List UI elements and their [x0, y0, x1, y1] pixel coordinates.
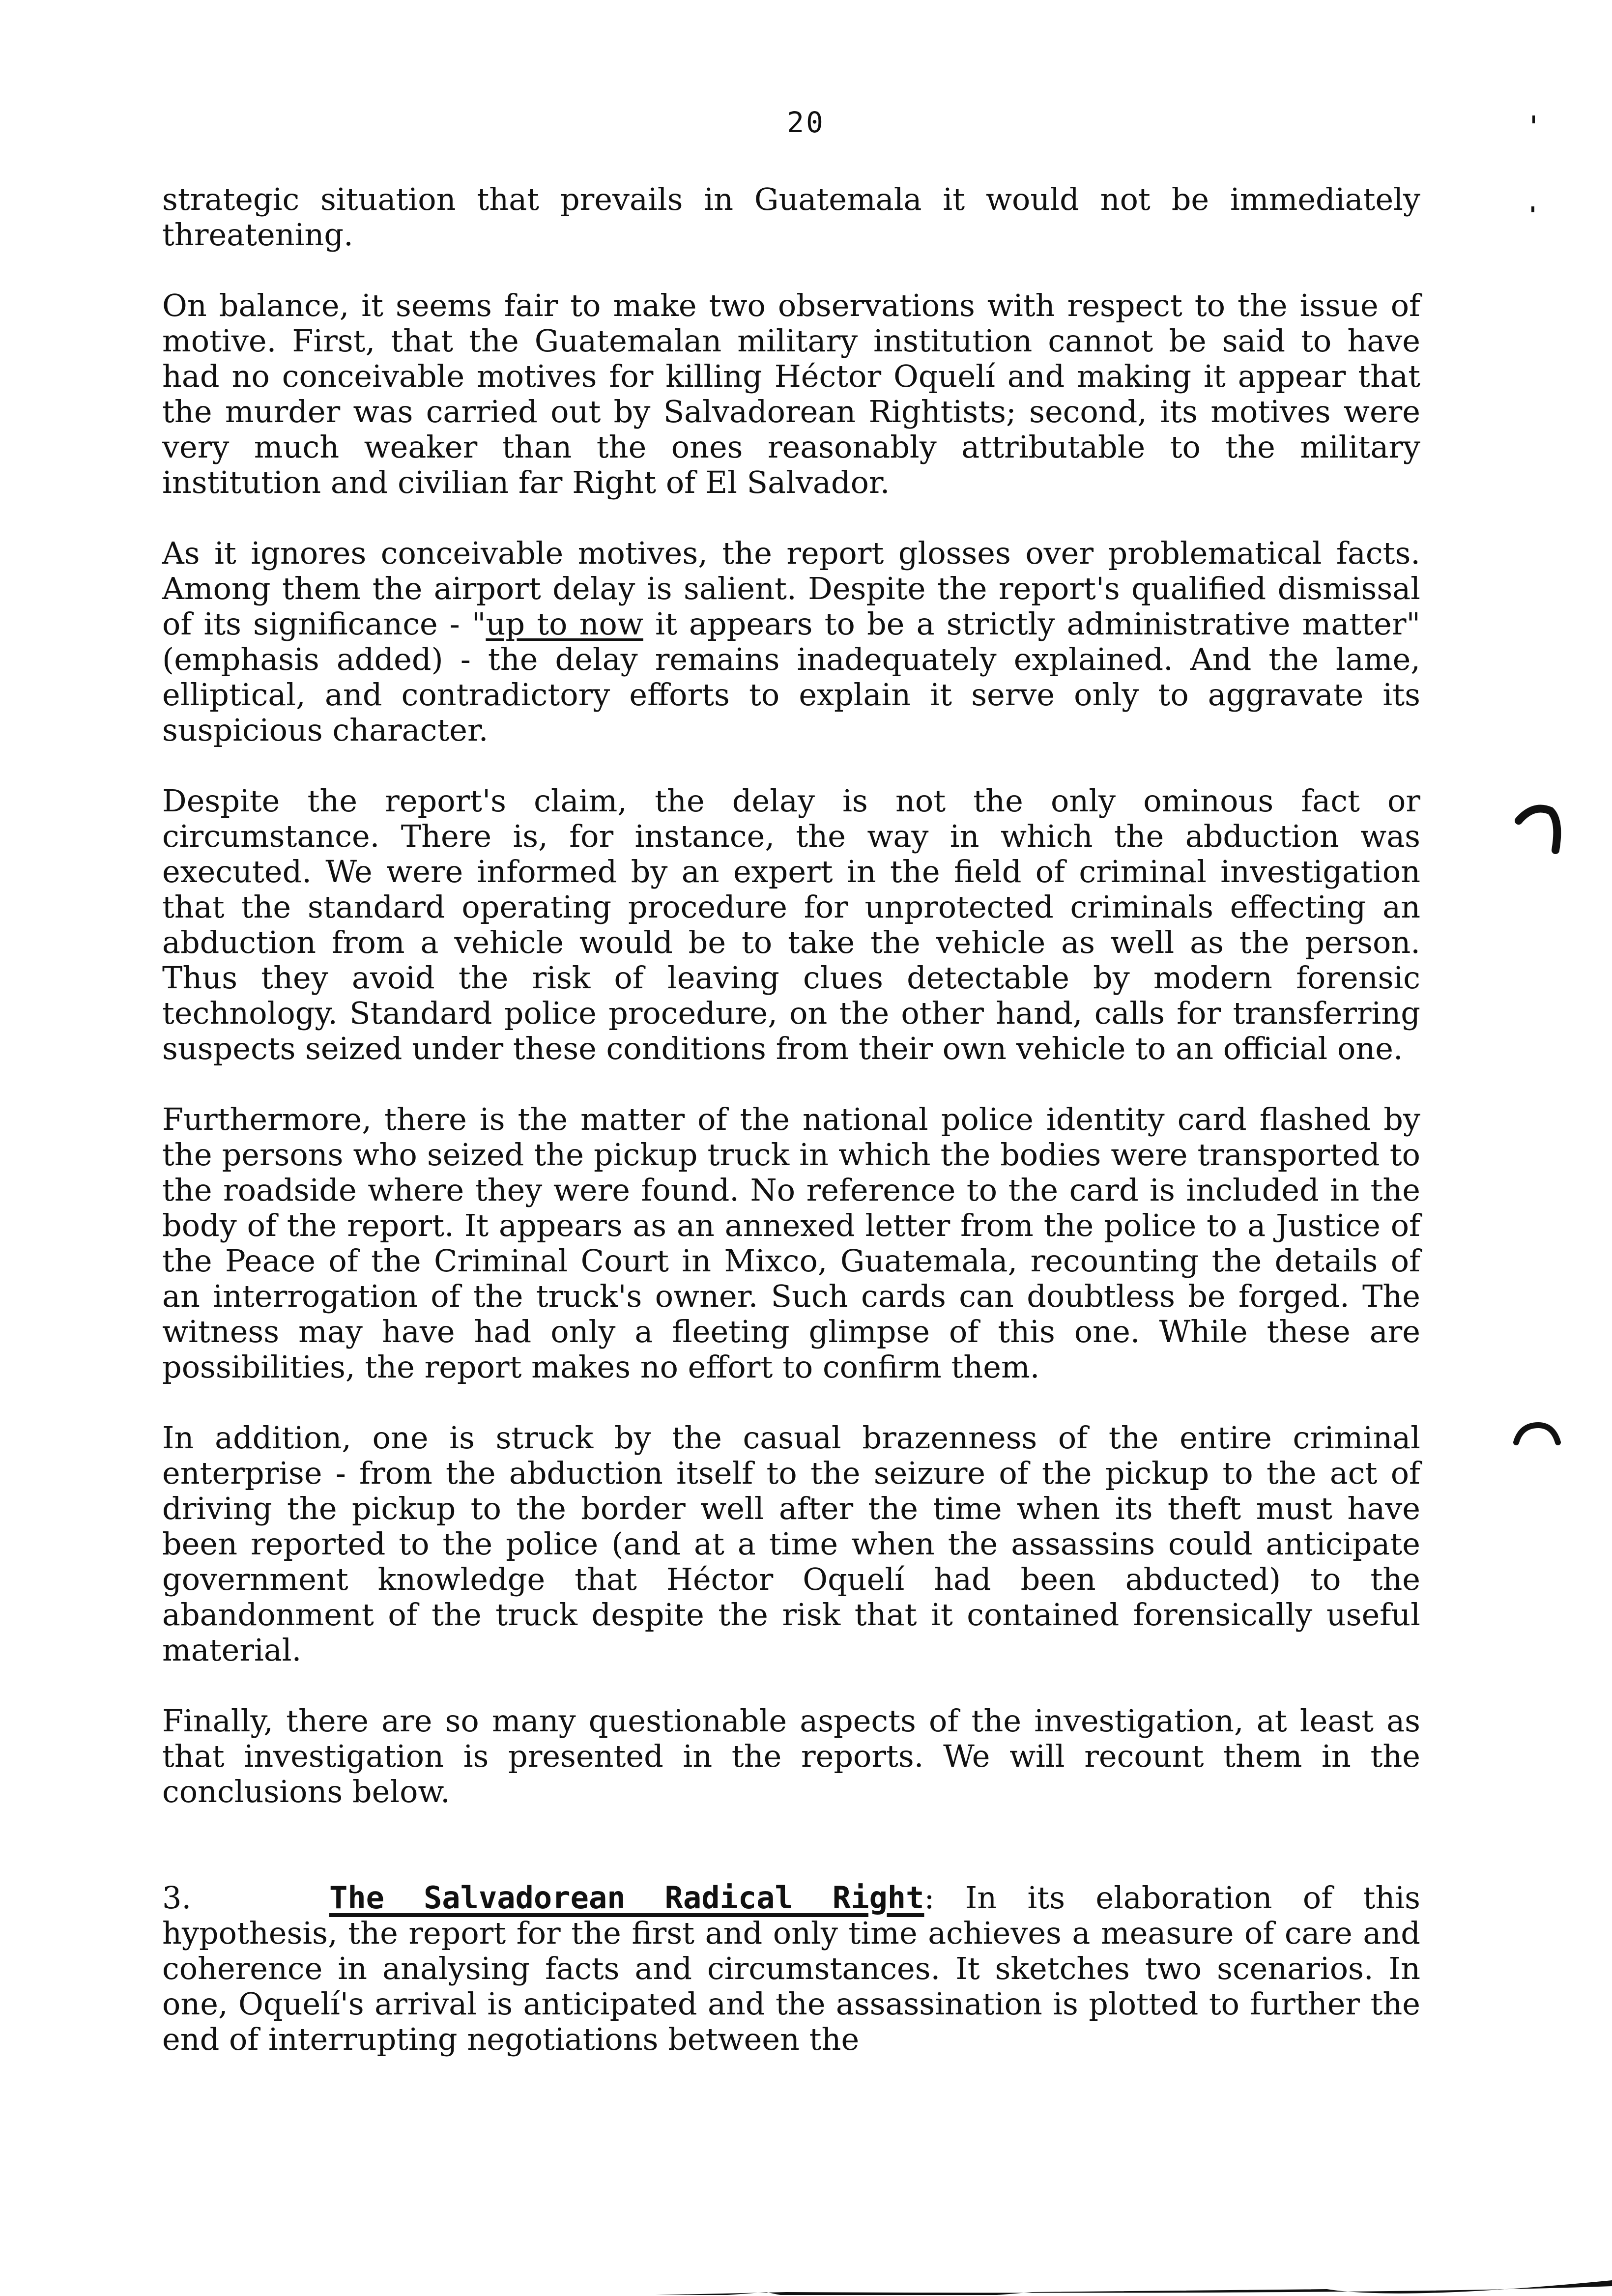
section-title: The Salvadorean Radical Right	[329, 1880, 924, 1916]
emphasis-underline: up to now	[486, 606, 643, 642]
margin-speck-second	[1531, 206, 1534, 212]
paragraph-on-balance: On balance, it seems fair to make two observations with respect to the issue of motive. First, that the Guatemalan military institution cannot be said to have had no conceivable motives for killing Héctor Oquelí and making it appear that the murder was carried out by Salvadorean Rightists; second, its motives were very much weaker than the ones reasonably attributable to the military institution and civilian far Right of El Salvador.	[162, 287, 1420, 500]
paragraph-text: As it ignores conceivable motives, the report glosses over problematical facts. Among them the airport delay is salient. Despite the report's qualified dismissal of its significance - "	[162, 535, 1420, 642]
paragraph-finally: Finally, there are so many questionable aspects of the investigation, at least as that investigation is presented in the reports. We will recount them in the conclusions below.	[162, 1703, 1420, 1809]
section-salvadorean-right	[162, 1880, 1420, 2057]
margin-arc-mark-lower	[1511, 1420, 1570, 1469]
paragraph-airport-delay	[162, 536, 1420, 748]
paragraph-identity-card: Furthermore, there is the matter of the national police identity card flashed by the persons who seized the pickup truck in which the bodies were transported to the roadside where they were found. No reference to the card is included in the body of the report. It appears as an annexed letter from the police to a Justice of the Peace of the Criminal Court in Mixco, Guatemala, recounting the details of an interrogation of the truck's owner. Such cards can doubtless be forged. The witness may have had only a fleeting glimpse of this one. While these are possibilities, the report makes no effort to confirm them.	[162, 1101, 1420, 1385]
paragraph-continuation: strategic situation that prevails in Guatemala it would not be immediately threatening.	[162, 181, 1420, 253]
paragraph-text: it appears to be a strictly administrative matter" (emphasis added) - the delay remains inadequately explained. And the lame, elliptical, and contradictory efforts to explain it serve only to aggravate its suspicious character.	[162, 606, 1420, 748]
section-text: In its elaboration of this hypothesis, the report for the first and only time achieves a measure of care and coherence in analysing facts and circumstances. It sketches two scenarios. In one, Oquelí's arrival is anticipated and the assassination is plotted to further the end of interrupting negotiations between the	[162, 1880, 1420, 2057]
section-number: 3.	[162, 1880, 192, 1916]
scan-edge-shadow	[0, 2280, 1612, 2295]
paragraph-brazenness: In addition, one is struck by the casual brazenness of the entire criminal enterprise - from the abduction itself to the seizure of the pickup to the act of driving the pickup to the border well after the time when its theft must have been reported to the police (and at a time when the assassins could anticipate government knowledge that Héctor Oquelí had been abducted) to the abandonment of the truck despite the risk that it contained forensically useful material.	[162, 1420, 1420, 1668]
paragraph-abduction: Despite the report's claim, the delay is not the only ominous fact or circumstance. There is, for instance, the way in which the abduction was executed. We were informed by an expert in the field of criminal investigation that the standard operating procedure for unprotected criminals effecting an abduction from a vehicle would be to take the vehicle as well as the person. Thus they avoid the risk of leaving clues detectable by modern forensic technology. Standard police procedure, on the other hand, calls for transferring suspects seized under these conditions from their own vehicle to an official one.	[162, 783, 1420, 1066]
document-body	[162, 182, 1420, 2093]
page-number: 20	[787, 106, 825, 139]
margin-arc-mark-upper	[1514, 801, 1573, 860]
margin-speck-top	[1532, 115, 1535, 123]
section-colon: :	[924, 1880, 935, 1916]
